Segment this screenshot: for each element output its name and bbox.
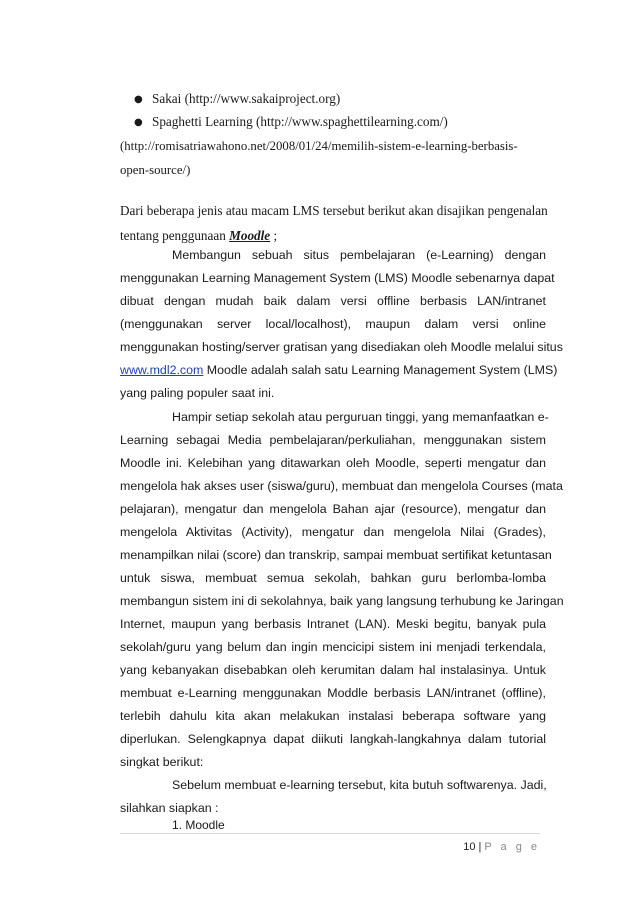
paragraph-line: menampilkan nilai (score) dan transkrip, sampai membuat sertifikat ketuntasan: [120, 548, 552, 562]
paragraph-line: terlebih dahulu kita akan melakukan instalasi beberapa software yang: [120, 709, 546, 723]
paragraph-line: dibuat dengan mudah baik dalam versi offline berbasis LAN/intranet: [120, 294, 546, 308]
paragraph-line: Membangun sebuah situs pembelajaran (e-Learning) dengan: [172, 248, 546, 262]
list-item-moodle: 1. Moodle: [172, 818, 225, 832]
paragraph-text: Moodle adalah salah satu Learning Management System (LMS): [206, 363, 558, 377]
paragraph-line: Moodle ini. Kelebihan yang ditawarkan oleh Moodle, seperti mengatur dan: [120, 456, 546, 470]
paragraph-line: Internet, maupun yang berbasis Intranet (LAN). Meski begitu, banyak pula: [120, 617, 546, 631]
footer-divider: [120, 833, 540, 834]
paragraph-line: membuat e-Learning menggunakan Moddle berbasis LAN/intranet (offline),: [120, 686, 546, 700]
paragraph-line: membangun sistem ini di sekolahnya, baik yang langsung terhubung ke Jaringan: [120, 594, 564, 608]
bullet-icon: ●: [134, 117, 143, 128]
paragraph-line: singkat berikut:: [120, 755, 204, 769]
source-reference-line: open-source/): [120, 163, 191, 177]
paragraph-line: mengelola Aktivitas (Activity), mengatur dan mengelola Nilai (Grades),: [120, 525, 546, 539]
paragraph-line: yang paling populer saat ini.: [120, 386, 275, 400]
intro-suffix: ;: [273, 228, 278, 243]
paragraph-line: Sebelum membuat e-learning tersebut, kita butuh softwarenya. Jadi,: [172, 778, 547, 792]
bullet-icon: ●: [134, 94, 143, 105]
paragraph-line: diperlukan. Selengkapnya dapat diikuti langkah-langkahnya dalam tutorial: [120, 732, 546, 746]
footer-separator: |: [478, 841, 482, 853]
intro-text: [120, 228, 277, 244]
page-number: 10: [463, 841, 476, 853]
paragraph-line: pelajaran), mengatur dan mengelola Bahan ajar (resource), mengatur dan: [120, 502, 546, 516]
paragraph-line: (menggunakan server local/localhost), maupun dalam versi online: [120, 317, 546, 331]
source-reference-line: (http://romisatriawahono.net/2008/01/24/memilih-sistem-e-learning-berbasis-: [120, 139, 518, 153]
paragraph-line: [120, 363, 557, 377]
paragraph-line: untuk siswa, membuat semua sekolah, bahkan guru berlomba-lomba: [120, 571, 546, 585]
paragraph-line: Learning sebagai Media pembelajaran/perkuliahan, menggunakan sistem: [120, 433, 546, 447]
bullet-item-sakai: Sakai (http://www.sakaiproject.org): [152, 91, 341, 106]
page-label: P a g e: [484, 841, 540, 853]
paragraph-line: menggunakan hosting/server gratisan yang disediakan oleh Moodle melalui situs: [120, 340, 563, 354]
page-footer: [0, 841, 540, 853]
paragraph-line: Hampir setiap sekolah atau perguruan tinggi, yang memanfaatkan e-: [172, 410, 549, 424]
paragraph-line: menggunakan Learning Management System (LMS) Moodle sebenarnya dapat: [120, 271, 555, 285]
paragraph-line: yang kebanyakan disebabkan oleh kerumitan dalam hal instalasinya. Untuk: [120, 663, 546, 677]
moodle-emphasis: Moodle: [229, 228, 271, 243]
paragraph-line: sekolah/guru yang belum dan ingin mencicipi sistem ini menjadi terkendala,: [120, 640, 546, 654]
paragraph-line: silahkan siapkan :: [120, 801, 219, 815]
bullet-item-spaghetti: Spaghetti Learning (http://www.spaghettilearning.com/): [152, 114, 448, 129]
intro-text: Dari beberapa jenis atau macam LMS tersebut berikut akan disajikan pengenalan: [120, 203, 548, 218]
paragraph-line: mengelola hak akses user (siswa/guru), membuat dan mengelola Courses (mata: [120, 479, 563, 493]
intro-prefix: tentang penggunaan: [120, 228, 226, 243]
mdl2-link[interactable]: www.mdl2.com: [120, 363, 204, 377]
